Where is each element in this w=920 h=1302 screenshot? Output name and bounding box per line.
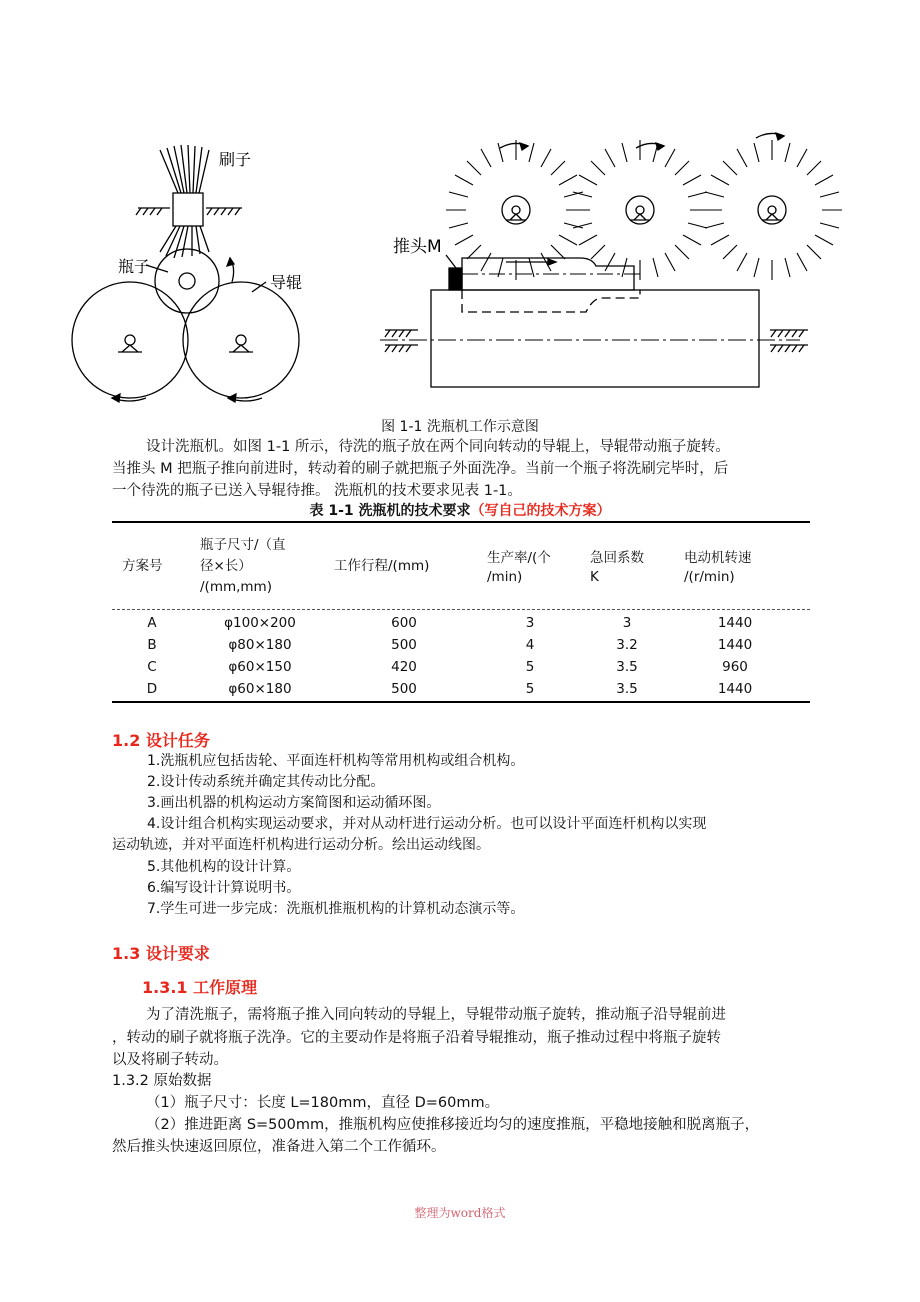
header-rate-2: /min) [487, 569, 523, 585]
cell-motor: 960 [722, 659, 748, 675]
header-motor-2: /(r/min) [684, 569, 735, 585]
cell-k: 3.5 [616, 681, 638, 697]
brush-2 [570, 140, 710, 280]
raw-data-heading: 1.3.2 原始数据 [112, 1073, 212, 1089]
cell-rate: 4 [525, 637, 535, 653]
header-k-1: 急回系数 [590, 550, 644, 566]
footer-watermark: 整理为word格式 [414, 1206, 506, 1220]
raw-data-line: （2）推进距离 S=500mm，推瓶机构应使推移接近均匀的速度推瓶，平稳地接触和脱离瓶子， [146, 1117, 760, 1133]
principle-line: 为了清洗瓶子，需将瓶子推入同向转动的导辊上，导辊带动瓶子旋转，推动瓶子沿导辊前进 [146, 1007, 726, 1023]
task-item: 3.画出机器的机构运动方案简图和运动循环图。 [147, 795, 441, 811]
raw-data-line: （1）瓶子尺寸：长度 L=180mm，直径 D=60mm。 [146, 1095, 500, 1111]
cell-motor: 1440 [717, 615, 753, 631]
label-pusher: 推头M [393, 237, 442, 257]
cell-plan: C [147, 659, 157, 675]
brush-1 [446, 140, 586, 280]
principle-line: 以及将刷子转动。 [112, 1052, 228, 1068]
brush-holder [173, 193, 203, 226]
cell-rate: 5 [525, 681, 535, 697]
subsection-heading-1-3-1: 1.3.1 工作原理 [142, 978, 258, 997]
header-rate-1: 生产率/(个 [487, 550, 551, 566]
header-size-2: 径×长） [200, 558, 252, 574]
brush-3 [702, 140, 842, 280]
cell-stroke: 500 [391, 637, 417, 653]
intro-line-1: 设计洗瓶机。如图 1-1 所示，待洗的瓶子放在两个同向转动的导辊上，导辊带动瓶子旋转。 [146, 439, 730, 455]
cell-k: 3.5 [616, 659, 638, 675]
cell-k: 3.2 [616, 637, 638, 653]
task-item: 2.设计传动系统并确定其传动比分配。 [147, 774, 385, 790]
guide-roller-left [72, 282, 188, 398]
intro-line-3: 一个待洗的瓶子已送入导辊待推。 洗瓶机的技术要求见表 1-1。 [112, 483, 522, 499]
header-size-1: 瓶子尺寸/（直 [200, 537, 286, 553]
task-item: 1.洗瓶机应包括齿轮、平面连杆机构等常用机构或组合机构。 [147, 753, 525, 769]
pusher-head [449, 268, 462, 290]
cell-size: φ60×180 [228, 681, 292, 697]
guide-roller-right [183, 282, 299, 398]
section-heading-1-2: 1.2 设计任务 [112, 731, 210, 750]
table-header-rule [112, 609, 810, 610]
raw-data-line: 然后推头快速返回原位，准备进入第二个工作循环。 [112, 1139, 446, 1155]
table-bottom-rule [112, 701, 810, 703]
header-motor-1: 电动机转速 [684, 550, 752, 566]
header-k-2: K [590, 569, 599, 585]
cell-stroke: 500 [391, 681, 417, 697]
table-title [0, 500, 920, 520]
cell-size: φ80×180 [228, 637, 292, 653]
table-title-text: 表 1-1 洗瓶机的技术要求 [309, 503, 471, 519]
cell-stroke: 600 [391, 615, 417, 631]
cell-plan: B [147, 637, 157, 653]
table-top-rule [112, 521, 810, 523]
cell-rate: 5 [525, 659, 535, 675]
task-item: 6.编写设计计算说明书。 [147, 880, 301, 896]
table-title-note: （写自己的技术方案） [470, 503, 611, 519]
task-item: 5.其他机构的设计计算。 [147, 859, 301, 875]
guide-body [431, 290, 759, 387]
cell-size: φ60×150 [228, 659, 292, 675]
cell-plan: D [146, 681, 158, 697]
figure-caption: 图 1-1 洗瓶机工作示意图 [381, 419, 539, 435]
right-ground-hatches [385, 330, 808, 352]
task-item: 运动轨迹，并对平面连杆机构进行运动分析。绘出运动线图。 [112, 837, 490, 853]
header-plan: 方案号 [122, 558, 163, 574]
task-item: 4.设计组合机构实现运动要求，并对从动杆进行运动分析。也可以设计平面连杆机构以实现 [147, 816, 707, 832]
label-guide-roller: 导辊 [270, 273, 303, 292]
task-item: 7.学生可进一步完成：洗瓶机推瓶机构的计算机动态演示等。 [147, 901, 525, 917]
washing-machine-figure [0, 0, 920, 420]
label-brush: 刷子 [219, 150, 252, 169]
cell-size: φ100×200 [224, 615, 296, 631]
cell-motor: 1440 [717, 637, 753, 653]
cell-k: 3 [622, 615, 632, 631]
bottle-circle [155, 249, 219, 313]
left-pivot [118, 335, 142, 352]
right-pivot [229, 335, 253, 352]
header-stroke: 工作行程/(mm) [334, 558, 430, 574]
principle-line: ，转动的刷子就将瓶子洗净。它的主要动作是将瓶子沿着导辊推动，瓶子推动过程中将瓶子旋转 [112, 1030, 721, 1046]
cell-plan: A [147, 615, 157, 631]
cell-rate: 3 [525, 615, 535, 631]
cell-motor: 1440 [717, 681, 753, 697]
header-size-3: /(mm,mm) [200, 579, 272, 595]
cell-stroke: 420 [391, 659, 417, 675]
section-heading-1-3: 1.3 设计要求 [112, 944, 210, 963]
label-bottle: 瓶子 [118, 257, 151, 276]
intro-line-2: 当推头 M 把瓶子推向前进时，转动着的刷子就把瓶子外面洗净。当前一个瓶子将洗刷完毕时，后 [112, 461, 729, 477]
